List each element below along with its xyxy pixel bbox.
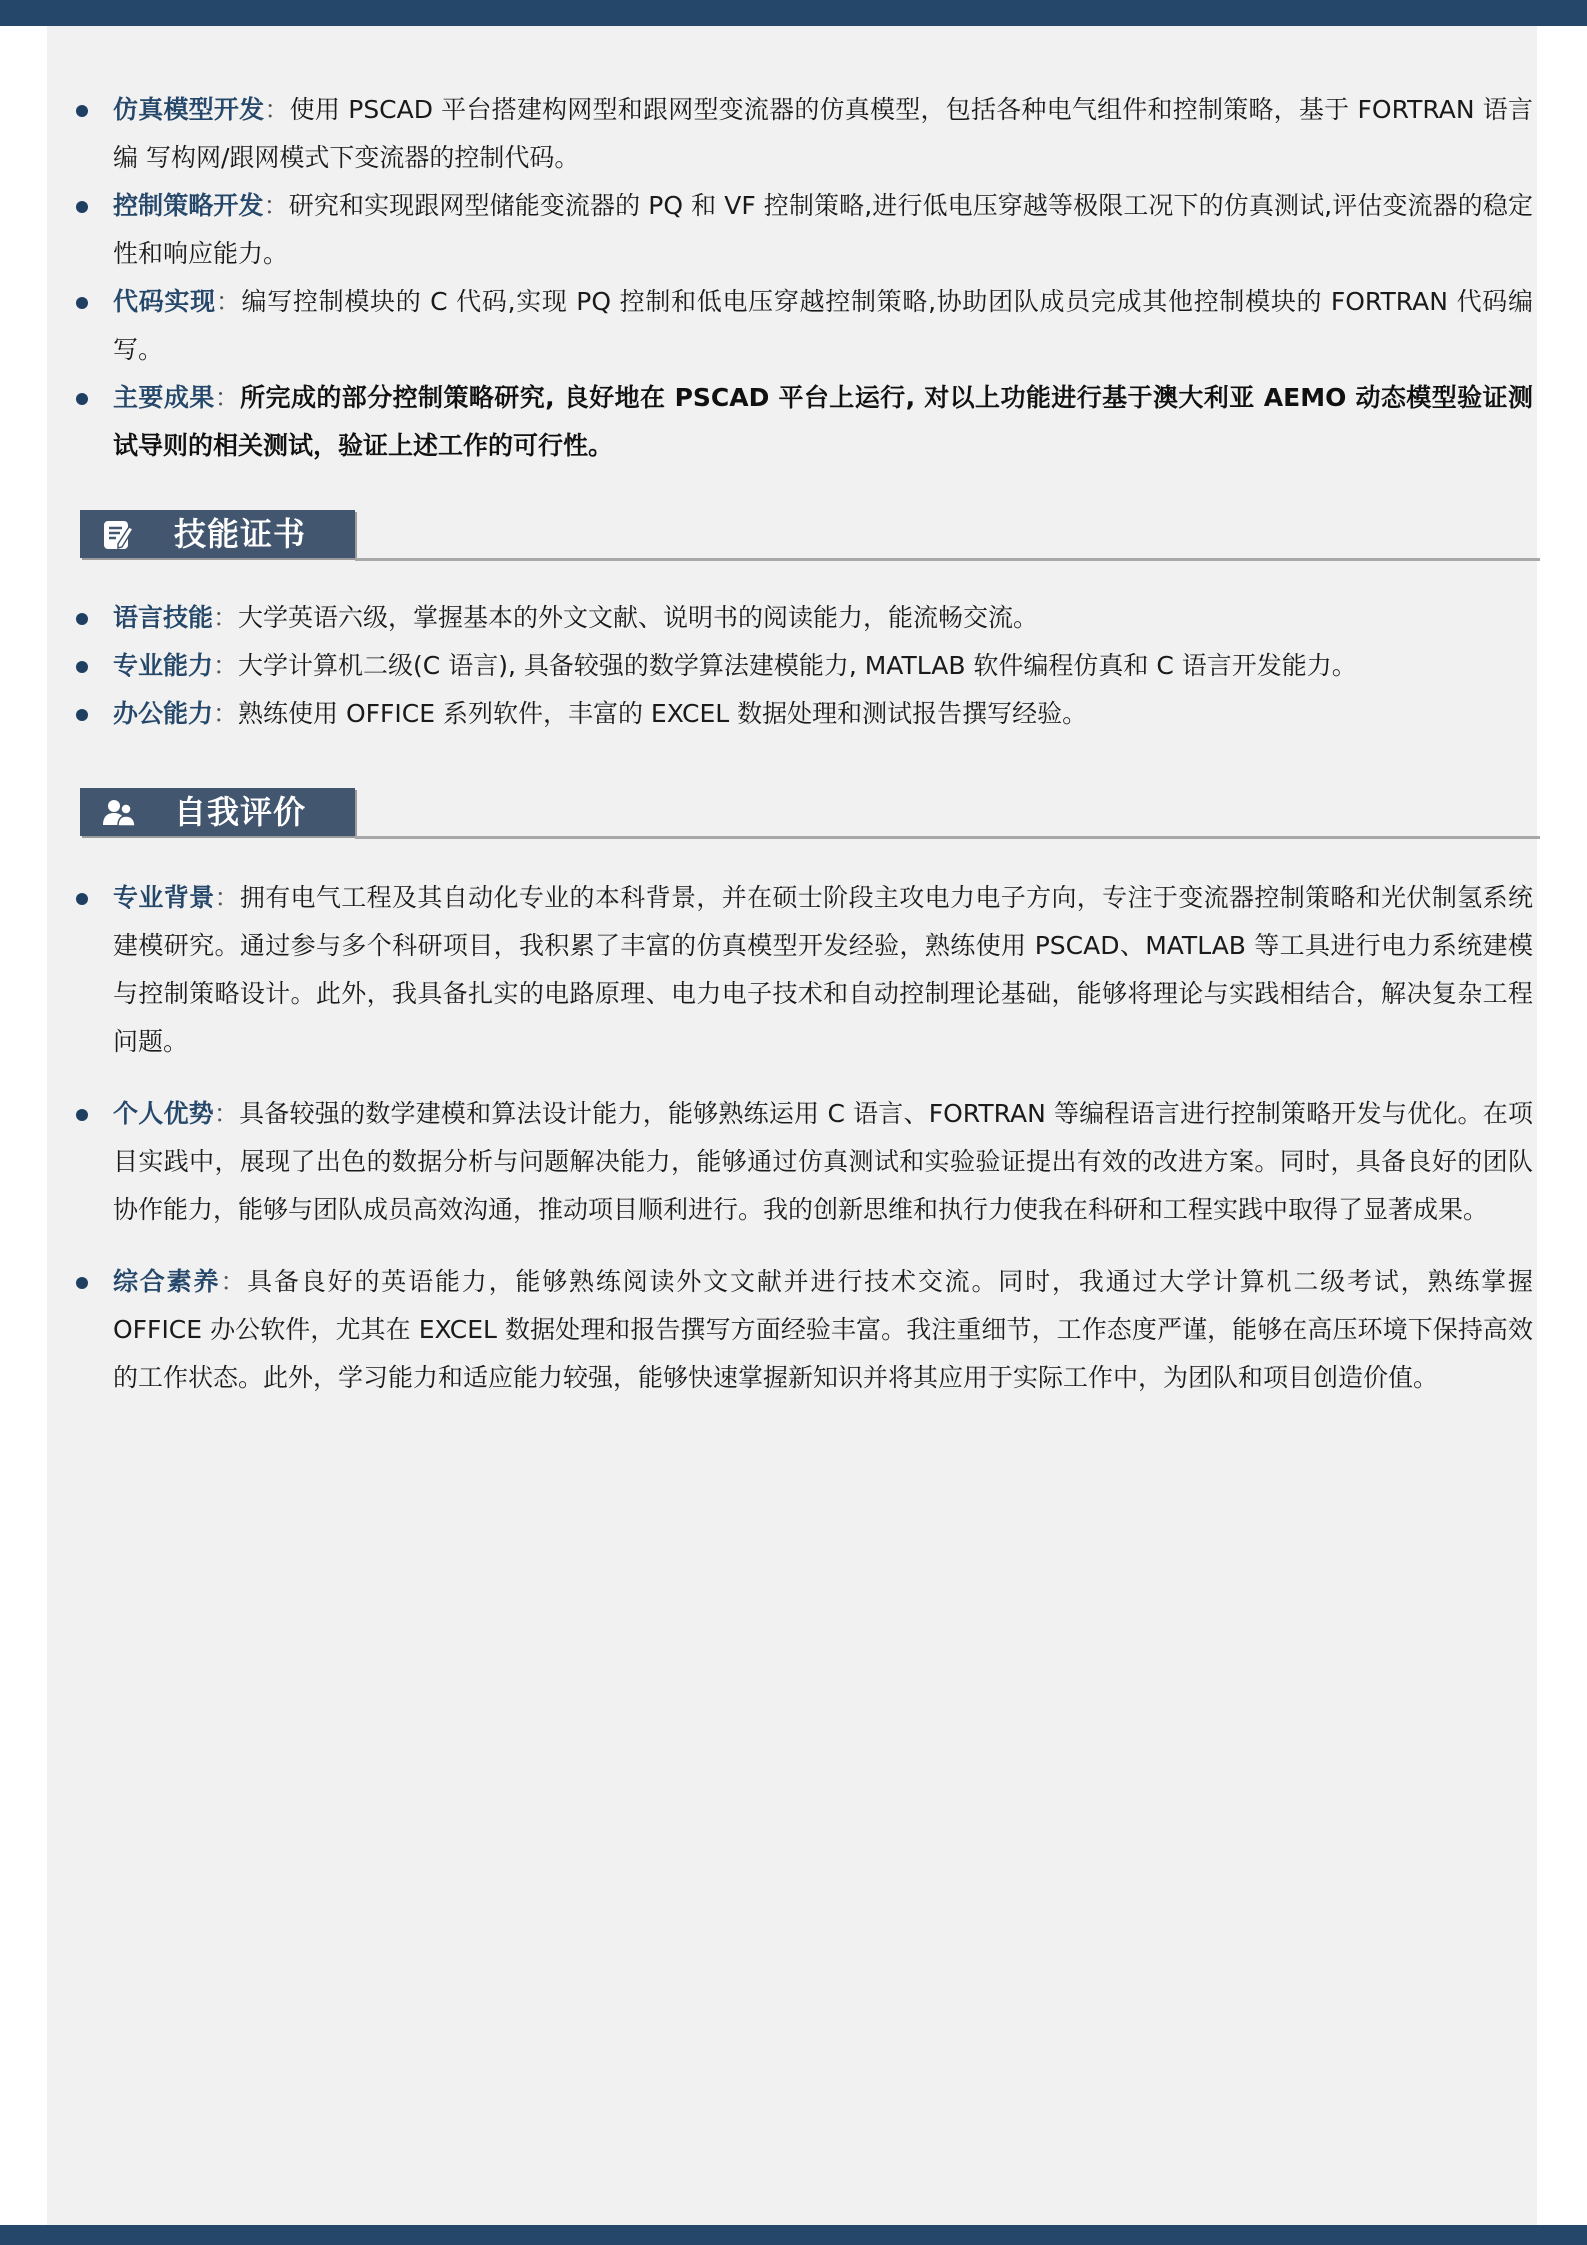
item-label: 专业能力 — [113, 651, 214, 680]
item-label: 代码实现 — [113, 287, 216, 316]
item-text: 所完成的部分控制策略研究, 良好地在 PSCAD 平台上运行, 对以上功能进行基于澳大利亚 AEMO 动态模型验证测试导则的相关测试，验证上述工作的可行性。 — [113, 383, 1533, 460]
section-heading-skills — [80, 510, 1540, 558]
item-text: 研究和实现跟网型储能变流器的 PQ 和 VF 控制策略,进行低电压穿越等极限工况下的仿真测试,评估变流器的稳定性和响应能力。 — [113, 191, 1533, 268]
list-item: 个人优势：具备较强的数学建模和算法设计能力，能够熟练运用 C 语言、FORTRAN 等编程语言进行控制策略开发与优化。在项目实践中，展现了出色的数据分析与问题解决能力，能够通过仿真测试和实验验证提出有效的改进方案。同时，具备良好的团队协作能力，能够与团队成员高效沟通，推动项目顺利进行。我的创新思维和执行力使我在科研和工程实践中取得了显著成果。 — [113, 1090, 1533, 1234]
item-text: 使用 PSCAD 平台搭建构网型和跟网型变流器的仿真模型，包括各种电气组件和控制策略，基于 FORTRAN 语言编 写构网/跟网模式下变流器的控制代码。 — [113, 95, 1533, 172]
list-item: 代码实现：编写控制模块的 C 代码,实现 PQ 控制和低电压穿越控制策略,协助团队成员完成其他控制模块的 FORTRAN 代码编写。 — [113, 278, 1533, 374]
item-text: 编写控制模块的 C 代码,实现 PQ 控制和低电压穿越控制策略,协助团队成员完成其他控制模块的 FORTRAN 代码编写。 — [113, 287, 1533, 364]
list-item: 语言技能：大学英语六级，掌握基本的外文文献、说明书的阅读能力，能流畅交流。 — [113, 594, 1533, 642]
bullet-icon — [76, 1277, 88, 1289]
item-label: 办公能力 — [113, 699, 214, 728]
bullet-icon — [76, 393, 88, 405]
bullet-icon — [76, 1109, 88, 1121]
item-label: 综合素养 — [113, 1267, 221, 1296]
users-icon — [102, 797, 136, 829]
bullet-icon — [76, 105, 88, 117]
section-heading-box — [80, 788, 355, 836]
section-title: 技能证书 — [174, 515, 307, 553]
item-text: 大学英语六级，掌握基本的外文文献、说明书的阅读能力，能流畅交流。 — [238, 603, 1039, 632]
item-text: 熟练使用 OFFICE 系列软件，丰富的 EXCEL 数据处理和测试报告撰写经验。 — [238, 699, 1088, 728]
bullet-icon — [76, 709, 88, 721]
bullet-icon — [76, 661, 88, 673]
bottom-footer-bar — [0, 2225, 1587, 2245]
section-title: 自我评价 — [174, 793, 307, 831]
bullet-icon — [76, 201, 88, 213]
list-item: 仿真模型开发：使用 PSCAD 平台搭建构网型和跟网型变流器的仿真模型，包括各种电气组件和控制策略，基于 FORTRAN 语言编 写构网/跟网模式下变流器的控制代码。 — [113, 86, 1533, 182]
bullet-icon — [76, 613, 88, 625]
list-item: 专业能力：大学计算机二级(C 语言), 具备较强的数学算法建模能力, MATLAB 软件编程仿真和 C 语言开发能力。 — [113, 642, 1533, 690]
item-label: 语言技能 — [113, 603, 214, 632]
skills-list — [113, 594, 1533, 738]
project-detail-list — [113, 86, 1533, 470]
bullet-icon — [76, 297, 88, 309]
list-item: 办公能力：熟练使用 OFFICE 系列软件，丰富的 EXCEL 数据处理和测试报告撰写经验。 — [113, 690, 1533, 738]
item-text: 具备良好的英语能力，能够熟练阅读外文文献并进行技术交流。同时，我通过大学计算机二级考试，熟练掌握 OFFICE 办公软件，尤其在 EXCEL 数据处理和报告撰写方面经验丰富。我注重细节，工作态度严谨，能够在高压环境下保持高效的工作状态。此外，学习能力和适应能力较强，能够快速掌握新知识并将其应用于实际工作中，为团队和项目创造价值。 — [113, 1267, 1533, 1392]
item-label: 控制策略开发 — [113, 191, 264, 220]
bullet-icon — [76, 893, 88, 905]
section-heading-box — [80, 510, 355, 558]
section-divider — [355, 836, 1540, 839]
item-text: 拥有电气工程及其自动化专业的本科背景，并在硕士阶段主攻电力电子方向，专注于变流器控制策略和光伏制氢系统建模研究。通过参与多个科研项目，我积累了丰富的仿真模型开发经验，熟练使用 PSCAD、MATLAB 等工具进行电力系统建模与控制策略设计。此外，我具备扎实的电路原理、电力电子技术和自动控制理论基础，能够将理论与实践相结合，解决复杂工程问题。 — [113, 883, 1533, 1056]
item-text: 具备较强的数学建模和算法设计能力，能够熟练运用 C 语言、FORTRAN 等编程语言进行控制策略开发与优化。在项目实践中，展现了出色的数据分析与问题解决能力，能够通过仿真测试和实验验证提出有效的改进方案。同时，具备良好的团队协作能力，能够与团队成员高效沟通，推动项目顺利进行。我的创新思维和执行力使我在科研和工程实践中取得了显著成果。 — [113, 1099, 1533, 1224]
self-evaluation-list — [113, 874, 1533, 1402]
item-text: 大学计算机二级(C 语言), 具备较强的数学算法建模能力, MATLAB 软件编程仿真和 C 语言开发能力。 — [238, 651, 1357, 680]
item-label: 个人优势 — [113, 1099, 214, 1128]
certificate-edit-icon — [102, 519, 136, 551]
item-label: 专业背景 — [113, 883, 215, 912]
list-item: 综合素养：具备良好的英语能力，能够熟练阅读外文文献并进行技术交流。同时，我通过大学计算机二级考试，熟练掌握 OFFICE 办公软件，尤其在 EXCEL 数据处理和报告撰写方面经验丰富。我注重细节，工作态度严谨，能够在高压环境下保持高效的工作状态。此外，学习能力和适应能力较强，能够快速掌握新知识并将其应用于实际工作中，为团队和项目创造价值。 — [113, 1258, 1533, 1402]
top-header-bar — [0, 0, 1587, 26]
section-heading-self-evaluation — [80, 788, 1540, 836]
section-divider — [355, 558, 1540, 561]
list-item: 主要成果：所完成的部分控制策略研究, 良好地在 PSCAD 平台上运行, 对以上功能进行基于澳大利亚 AEMO 动态模型验证测试导则的相关测试，验证上述工作的可行性。 — [113, 374, 1533, 470]
item-label: 主要成果 — [113, 383, 215, 412]
resume-page-panel — [47, 26, 1537, 2225]
item-label: 仿真模型开发 — [113, 95, 265, 124]
list-item: 专业背景：拥有电气工程及其自动化专业的本科背景，并在硕士阶段主攻电力电子方向，专注于变流器控制策略和光伏制氢系统建模研究。通过参与多个科研项目，我积累了丰富的仿真模型开发经验，熟练使用 PSCAD、MATLAB 等工具进行电力系统建模与控制策略设计。此外，我具备扎实的电路原理、电力电子技术和自动控制理论基础，能够将理论与实践相结合，解决复杂工程问题。 — [113, 874, 1533, 1066]
list-item: 控制策略开发：研究和实现跟网型储能变流器的 PQ 和 VF 控制策略,进行低电压穿越等极限工况下的仿真测试,评估变流器的稳定性和响应能力。 — [113, 182, 1533, 278]
